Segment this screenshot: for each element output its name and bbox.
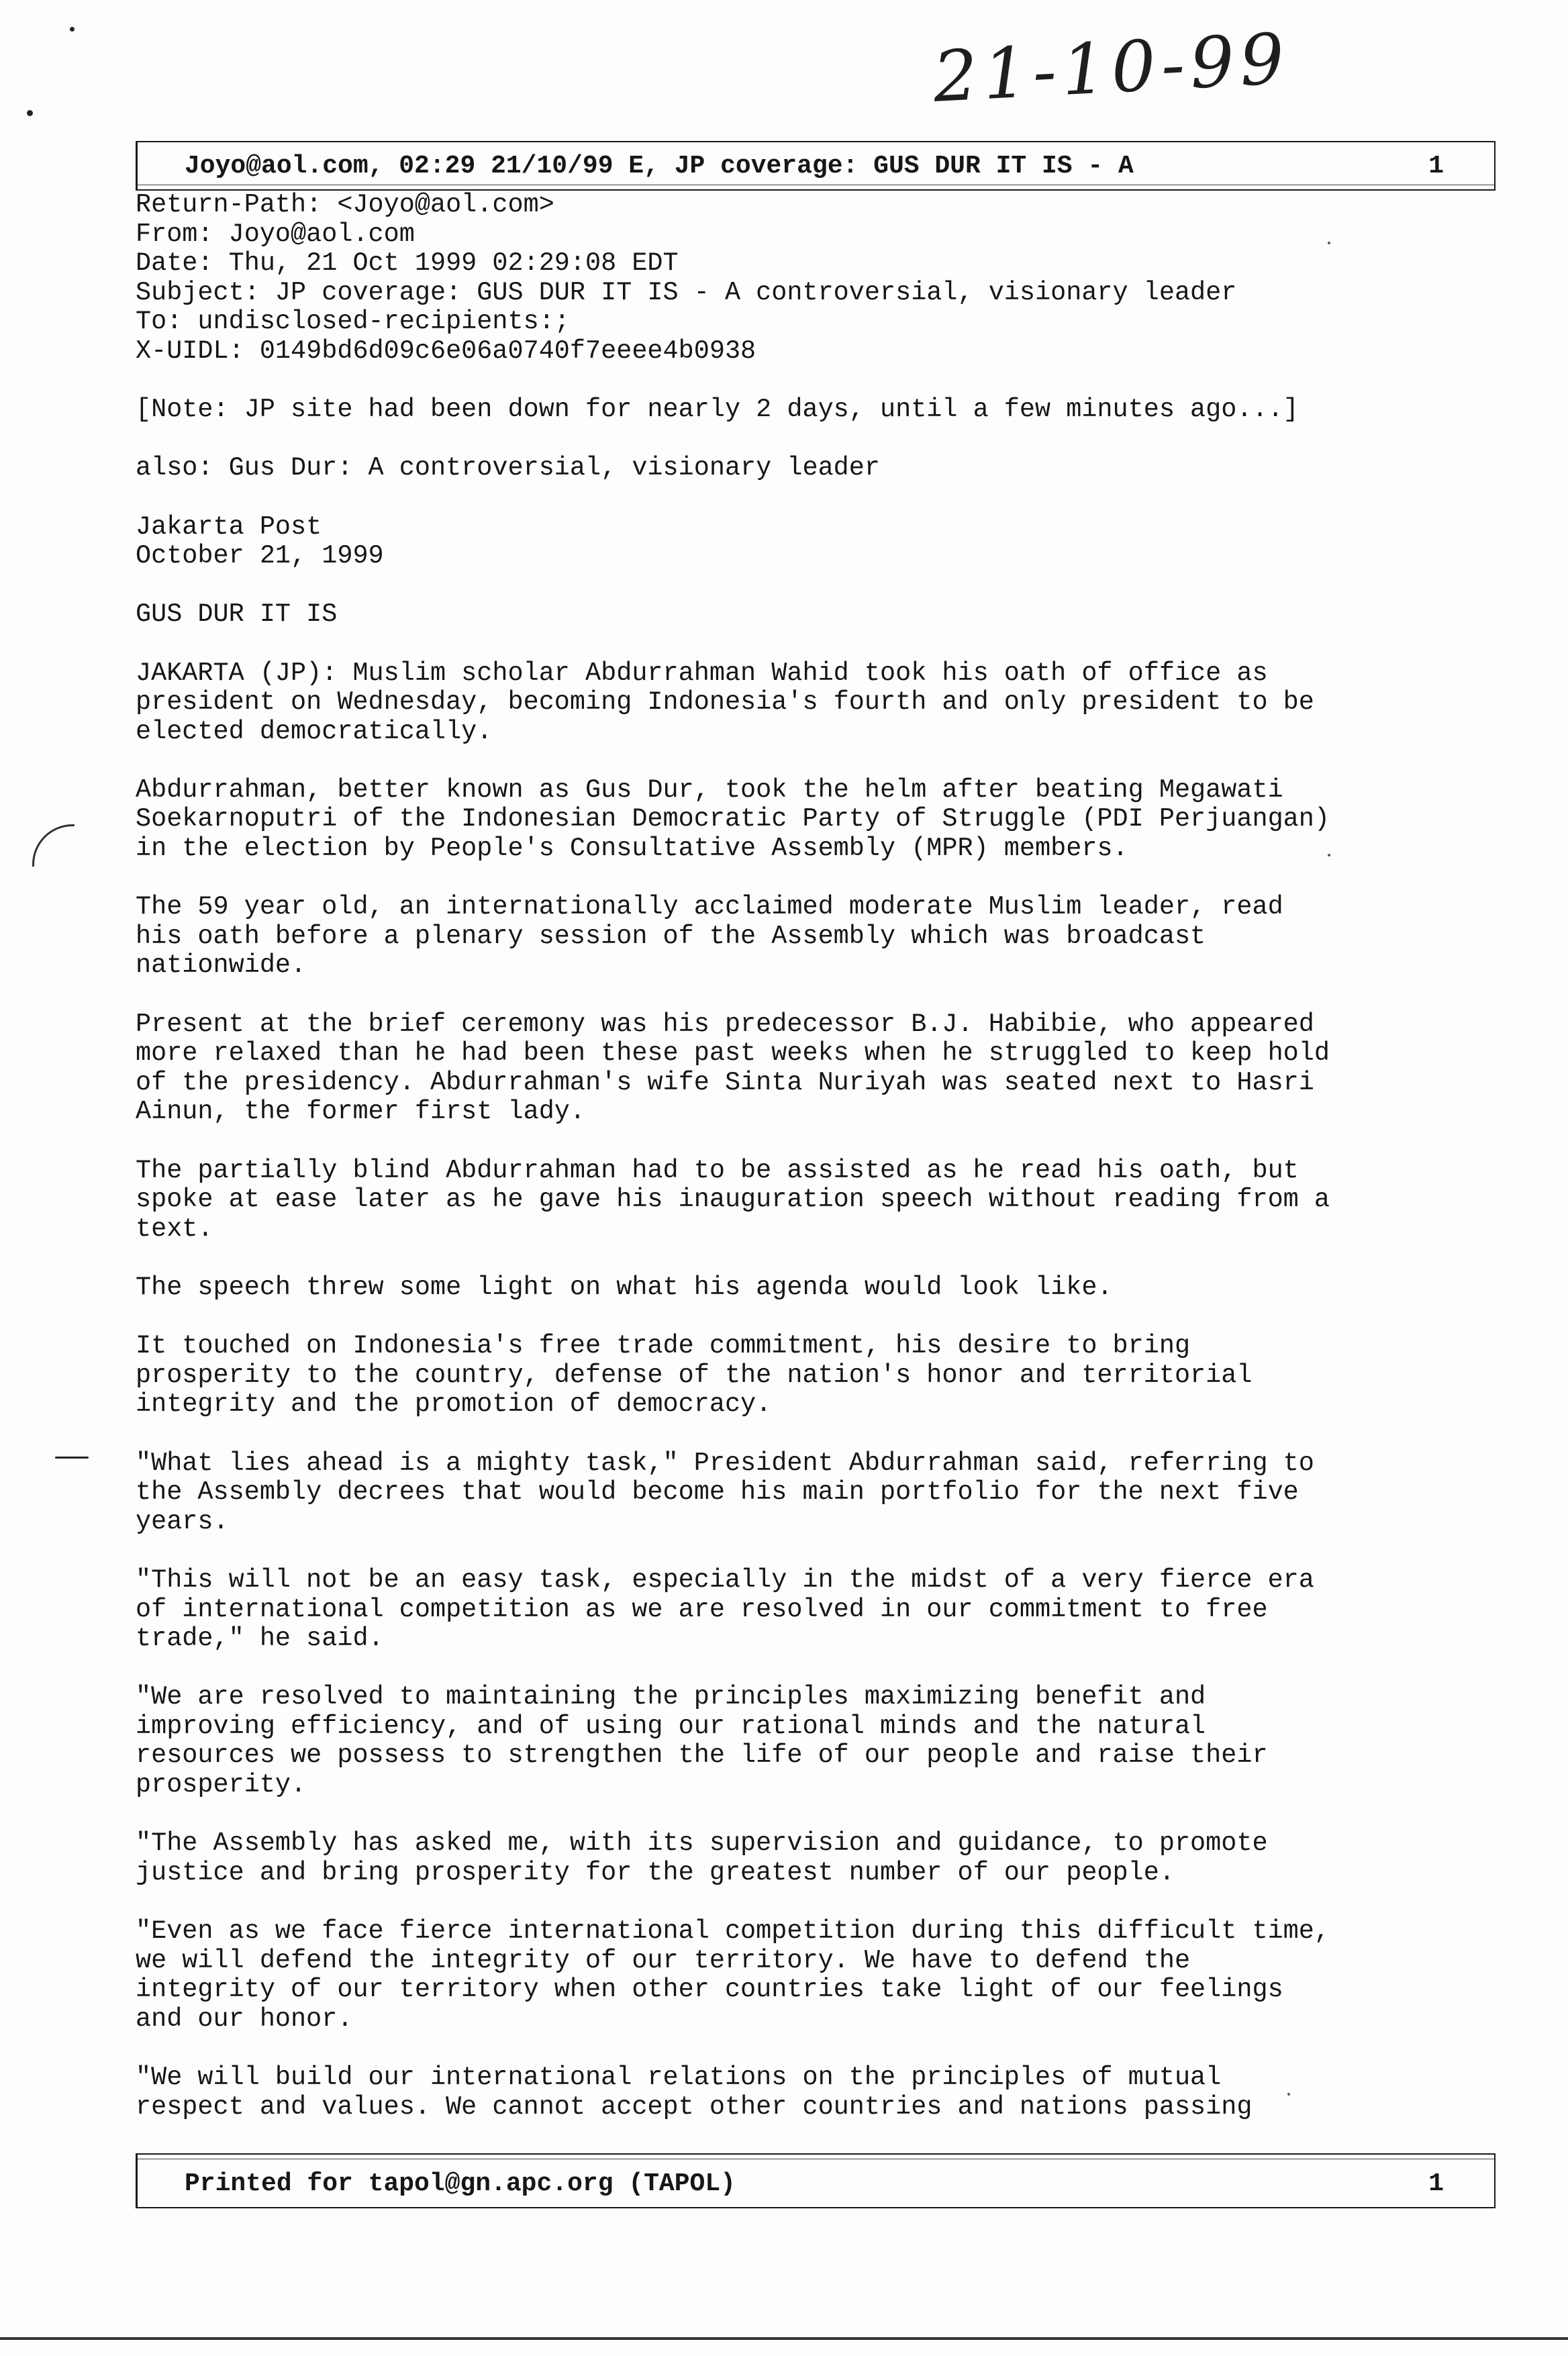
body-line: "Even as we face fierce international competition during this difficult time, — [136, 1916, 1330, 1947]
body-line: also: Gus Dur: A controversial, visionary leader — [136, 453, 880, 483]
email-header-line: X-UIDL: 0149bd6d09c6e06a0740f7eeee4b0938 — [136, 336, 756, 366]
email-header-line: Subject: JP coverage: GUS DUR IT IS - A controversial, visionary leader — [136, 277, 1237, 307]
body-line: elected democratically. — [136, 716, 493, 746]
body-line: The partially blind Abdurrahman had to be assisted as he read his oath, but — [136, 1155, 1299, 1185]
body-line: and our honor. — [136, 2004, 353, 2034]
email-body — [136, 395, 1498, 2122]
body-paragraph — [136, 600, 1498, 630]
scan-speck — [70, 27, 75, 32]
body-line: Soekarnoputri of the Indonesian Democratic Party of Struggle (PDI Perjuangan) — [136, 804, 1330, 834]
body-line: "This will not be an easy task, especially in the midst of a very fierce era — [136, 1565, 1314, 1595]
body-line: respect and values. We cannot accept other countries and nations passing — [136, 2092, 1253, 2122]
print-header-title: Joyo@aol.com, 02:29 21/10/99 E, JP coverage: GUS DUR IT IS - A — [185, 152, 1134, 181]
body-paragraph — [136, 1010, 1498, 1127]
body-line: [Note: JP site had been down for nearly 2 days, until a few minutes ago...] — [136, 395, 1299, 425]
body-line: JAKARTA (JP): Muslim scholar Abdurrahman Wahid took his oath of office as — [136, 658, 1268, 688]
body-line: in the election by People's Consultative Assembly (MPR) members. — [136, 834, 1128, 864]
body-line: GUS DUR IT IS — [136, 599, 338, 630]
body-paragraph — [136, 395, 1498, 425]
body-line: spoke at ease later as he gave his inauguration speech without reading from a — [136, 1185, 1330, 1215]
body-line: text. — [136, 1214, 213, 1244]
body-line: integrity of our territory when other countries take light of our feelings — [136, 1975, 1283, 2005]
body-paragraph — [136, 1449, 1498, 1537]
scan-edge-line — [0, 2337, 1568, 2340]
body-line: Jakarta Post — [136, 511, 322, 542]
body-paragraph — [136, 893, 1498, 981]
email-content — [136, 191, 1498, 2122]
body-line: more relaxed than he had been these past weeks when he struggled to keep hold — [136, 1038, 1330, 1069]
body-line: his oath before a plenary session of the Assembly which was broadcast — [136, 921, 1206, 951]
margin-pen-mark — [55, 1457, 89, 1459]
body-line: we will defend the integrity of our territory. We have to defend the — [136, 1945, 1191, 1975]
body-line: integrity and the promotion of democracy. — [136, 1389, 772, 1420]
print-header — [136, 141, 1496, 191]
body-line: prosperity. — [136, 1770, 307, 1800]
body-line: of the presidency. Abdurrahman's wife Sinta Nuriyah was seated next to Hasri — [136, 1067, 1314, 1097]
body-line: prosperity to the country, defense of the nation's honor and territorial — [136, 1360, 1253, 1390]
body-paragraph — [136, 1273, 1498, 1303]
body-line: The 59 year old, an internationally acclaimed moderate Muslim leader, read — [136, 892, 1283, 922]
body-line: It touched on Indonesia's free trade commitment, his desire to bring — [136, 1331, 1191, 1361]
email-header-line: From: Joyo@aol.com — [136, 219, 415, 249]
body-line: "What lies ahead is a mighty task," President Abdurrahman said, referring to — [136, 1448, 1314, 1478]
body-line: "We will build our international relations on the principles of mutual — [136, 2063, 1222, 2092]
print-footer — [136, 2153, 1496, 2208]
email-header-line: Return-Path: <Joyo@aol.com> — [136, 190, 554, 219]
body-line: improving efficiency, and of using our rational minds and the natural — [136, 1711, 1206, 1741]
body-line: "We are resolved to maintaining the principles maximizing benefit and — [136, 1682, 1206, 1712]
body-paragraph — [136, 1683, 1498, 1800]
body-paragraph — [136, 659, 1498, 747]
body-paragraph — [136, 1917, 1498, 2034]
body-line: president on Wednesday, becoming Indonesia's fourth and only president to be — [136, 687, 1314, 718]
body-paragraph — [136, 776, 1498, 864]
body-line: years. — [136, 1506, 229, 1536]
body-line: nationwide. — [136, 950, 307, 981]
body-paragraph — [136, 1157, 1498, 1244]
body-line: October 21, 1999 — [136, 541, 384, 571]
print-footer-page-number: 1 — [1428, 2169, 1444, 2198]
body-line: resources we possess to strengthen the life of our people and raise their — [136, 1740, 1268, 1771]
body-line: The speech threw some light on what his agenda would look like. — [136, 1272, 1113, 1302]
body-paragraph — [136, 1829, 1498, 1887]
body-line: Ainun, the former first lady. — [136, 1097, 586, 1127]
body-line: Abdurrahman, better known as Gus Dur, took the helm after beating Megawati — [136, 775, 1283, 805]
print-header-page-number: 1 — [1428, 152, 1444, 181]
body-line: justice and bring prosperity for the greatest number of our people. — [136, 1857, 1175, 1887]
margin-pen-mark — [32, 824, 75, 867]
body-line: the Assembly decrees that would become his main portfolio for the next five — [136, 1477, 1299, 1508]
body-paragraph — [136, 513, 1498, 571]
body-line: "The Assembly has asked me, with its supervision and guidance, to promote — [136, 1828, 1268, 1859]
print-footer-title: Printed for tapol@gn.apc.org (TAPOL) — [185, 2169, 736, 2198]
body-line: trade," he said. — [136, 1624, 384, 1654]
body-line: of international competition as we are resolved in our commitment to free — [136, 1594, 1268, 1624]
scan-speck — [27, 110, 33, 116]
email-header-line: Date: Thu, 21 Oct 1999 02:29:08 EDT — [136, 248, 679, 279]
body-paragraph — [136, 1566, 1498, 1654]
email-header-line: To: undisclosed-recipients:; — [136, 307, 570, 337]
body-line: Present at the brief ceremony was his predecessor B.J. Habibie, who appeared — [136, 1009, 1314, 1039]
email-headers — [136, 191, 1498, 366]
body-paragraph — [136, 1332, 1498, 1420]
body-paragraph — [136, 2063, 1498, 2122]
handwritten-date: 21-10-99 — [931, 17, 1292, 118]
body-paragraph — [136, 454, 1498, 483]
